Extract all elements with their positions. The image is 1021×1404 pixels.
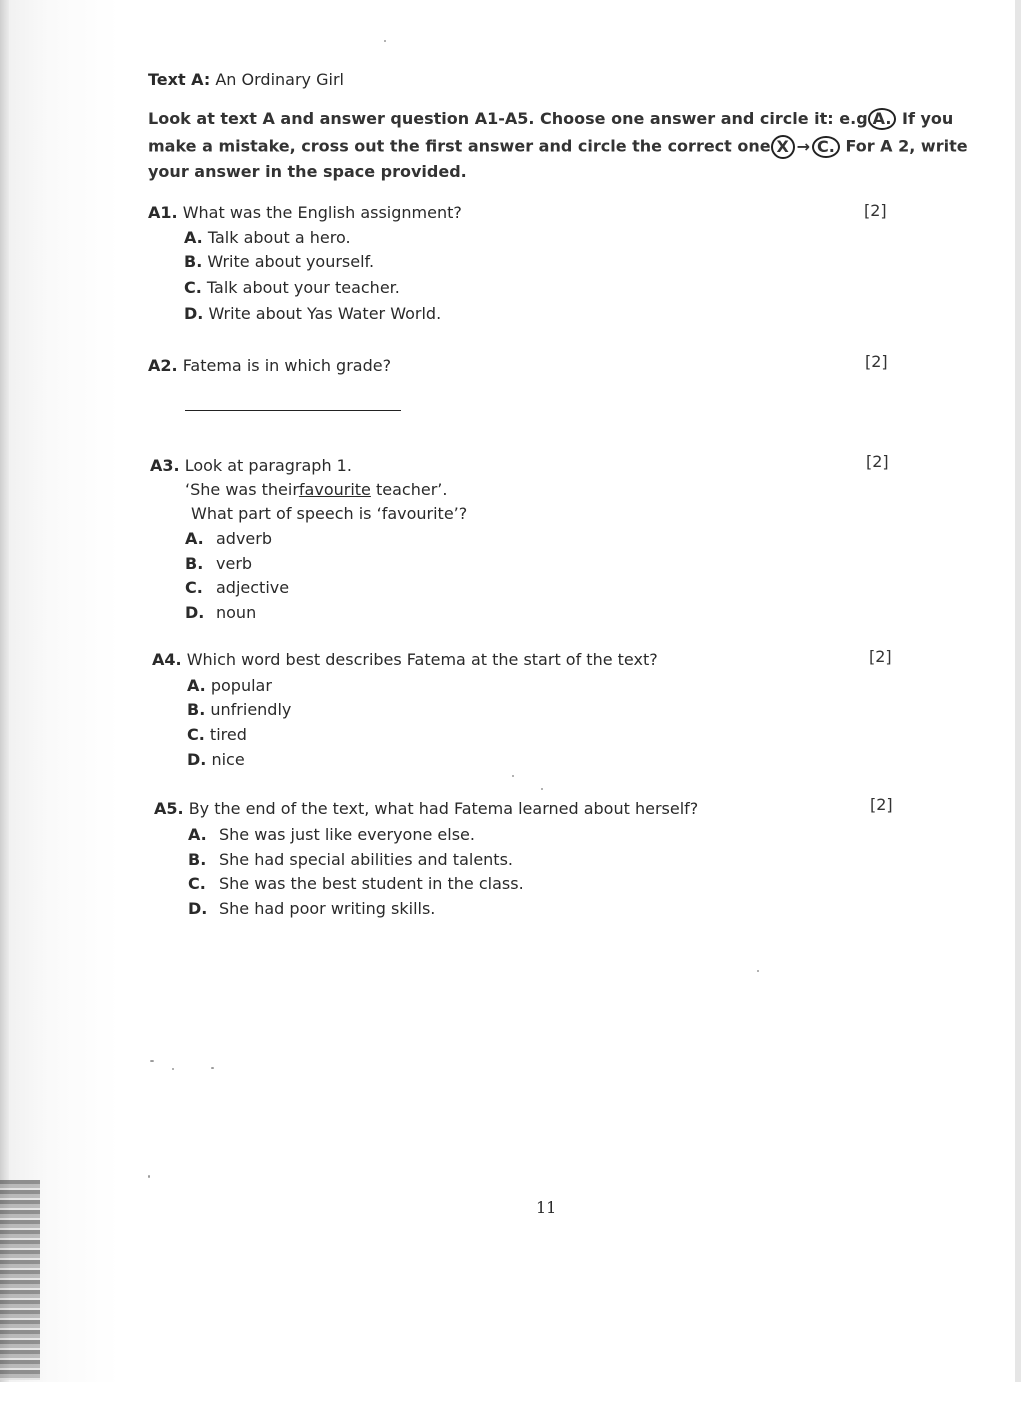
arrow-icon: → [796,136,811,156]
option-a4-a[interactable] [187,676,272,695]
text-title [148,70,344,89]
scan-bottom-margin [0,1382,1021,1404]
instructions-text: For A 2, write [845,136,968,156]
instructions-line-2 [148,135,968,159]
option-letter: A. [185,529,204,548]
option-a5-c[interactable] [188,874,524,893]
scan-speck [150,1060,154,1062]
instructions-text: make a mistake, cross out the first answer and circle the correct one [148,136,771,156]
scan-speck [757,970,759,972]
option-letter: C. [184,278,202,297]
scan-speck [148,1175,150,1178]
question-a5 [154,799,698,818]
option-letter: D. [185,603,205,622]
instructions-text: If you [902,109,954,128]
option-a1-b[interactable] [184,252,374,271]
option-letter: B. [184,252,203,271]
question-a3-subquestion: What part of speech is ‘favourite’? [191,504,468,523]
instructions-text: Look at text A and answer question A1-A5. Choose one answer and circle it: e.g [148,109,868,128]
option-a3-d[interactable] [185,603,256,622]
option-text: adverb [216,529,273,548]
question-a5-marks: [2] [870,795,893,814]
option-a4-c[interactable] [187,725,247,744]
question-a3-quote [185,480,447,499]
scan-speck [211,1067,214,1069]
option-text: verb [216,554,253,573]
question-a3-marks: [2] [866,452,889,471]
option-text: She was the best student in the class. [219,874,524,893]
option-text: Write about Yas Water World. [208,304,442,323]
crossed-answer-icon: X [771,135,795,159]
question-a2 [148,356,391,375]
text-title-label: Text A: [148,70,211,89]
question-text: Fatema is in which grade? [182,356,392,375]
corrected-circled-answer: C. [812,136,840,158]
scan-right-edge [1015,0,1021,1382]
option-letter: B. [188,850,207,869]
question-a1-marks: [2] [864,201,887,220]
scan-left-edge [0,0,9,1382]
scan-speck [541,788,543,790]
option-a5-b[interactable] [188,850,513,869]
option-a1-c[interactable] [184,278,400,297]
option-letter: B. [187,700,206,719]
instructions-line-3: your answer in the space provided. [148,162,467,181]
question-a4-marks: [2] [869,647,892,666]
option-a5-a[interactable] [188,825,475,844]
option-text: tired [209,725,247,744]
option-letter: D. [184,304,204,323]
scan-speck [512,775,514,777]
question-text: What was the English assignment? [182,203,462,222]
quote-text: teacher’. [375,480,448,499]
option-text: adjective [216,578,290,597]
question-number: A2. [148,356,178,375]
option-a3-b[interactable] [185,554,252,573]
option-text: nice [211,750,245,769]
question-number: A5. [154,799,184,818]
instructions-line-1 [148,108,953,130]
option-a3-c[interactable] [185,578,289,597]
option-a4-b[interactable] [187,700,291,719]
option-text: unfriendly [210,700,292,719]
question-a1 [148,203,462,222]
page-number: 11 [536,1198,557,1217]
question-text: Look at paragraph 1. [184,456,352,475]
option-text: Write about yourself. [207,252,375,271]
option-letter: C. [185,578,203,597]
option-letter: C. [188,874,206,893]
option-letter: A. [187,676,206,695]
option-letter: D. [188,899,208,918]
option-text: Talk about a hero. [207,228,351,247]
question-number: A4. [152,650,182,669]
option-text: popular [210,676,272,695]
answer-line-a2[interactable] [185,410,401,411]
question-number: A1. [148,203,178,222]
option-text: She had poor writing skills. [219,899,436,918]
option-a4-d[interactable] [187,750,245,769]
option-text: She had special abilities and talents. [219,850,513,869]
option-text: noun [216,603,257,622]
text-title-name: An Ordinary Girl [215,70,344,89]
option-a1-a[interactable] [184,228,351,247]
scan-binding-shadow [0,1180,40,1380]
option-letter: B. [185,554,204,573]
quote-text: ‘She was their [185,480,299,499]
option-text: She was just like everyone else. [219,825,475,844]
scan-speck [384,40,386,42]
scan-speck [172,1068,174,1070]
option-letter: A. [184,228,203,247]
option-a3-a[interactable] [185,529,272,548]
question-text: Which word best describes Fatema at the start of the text? [186,650,658,669]
option-text: Talk about your teacher. [206,278,400,297]
example-circled-answer: A. [868,108,897,130]
option-a1-d[interactable] [184,304,441,323]
option-letter: C. [187,725,205,744]
option-a5-d[interactable] [188,899,435,918]
quote-underlined-word: favourite [298,480,371,499]
option-letter: D. [187,750,207,769]
question-text: By the end of the text, what had Fatema learned about herself? [188,799,699,818]
option-letter: A. [188,825,207,844]
question-number: A3. [150,456,180,475]
question-a2-marks: [2] [865,352,888,371]
question-a3 [150,456,352,475]
question-a4 [152,650,658,669]
